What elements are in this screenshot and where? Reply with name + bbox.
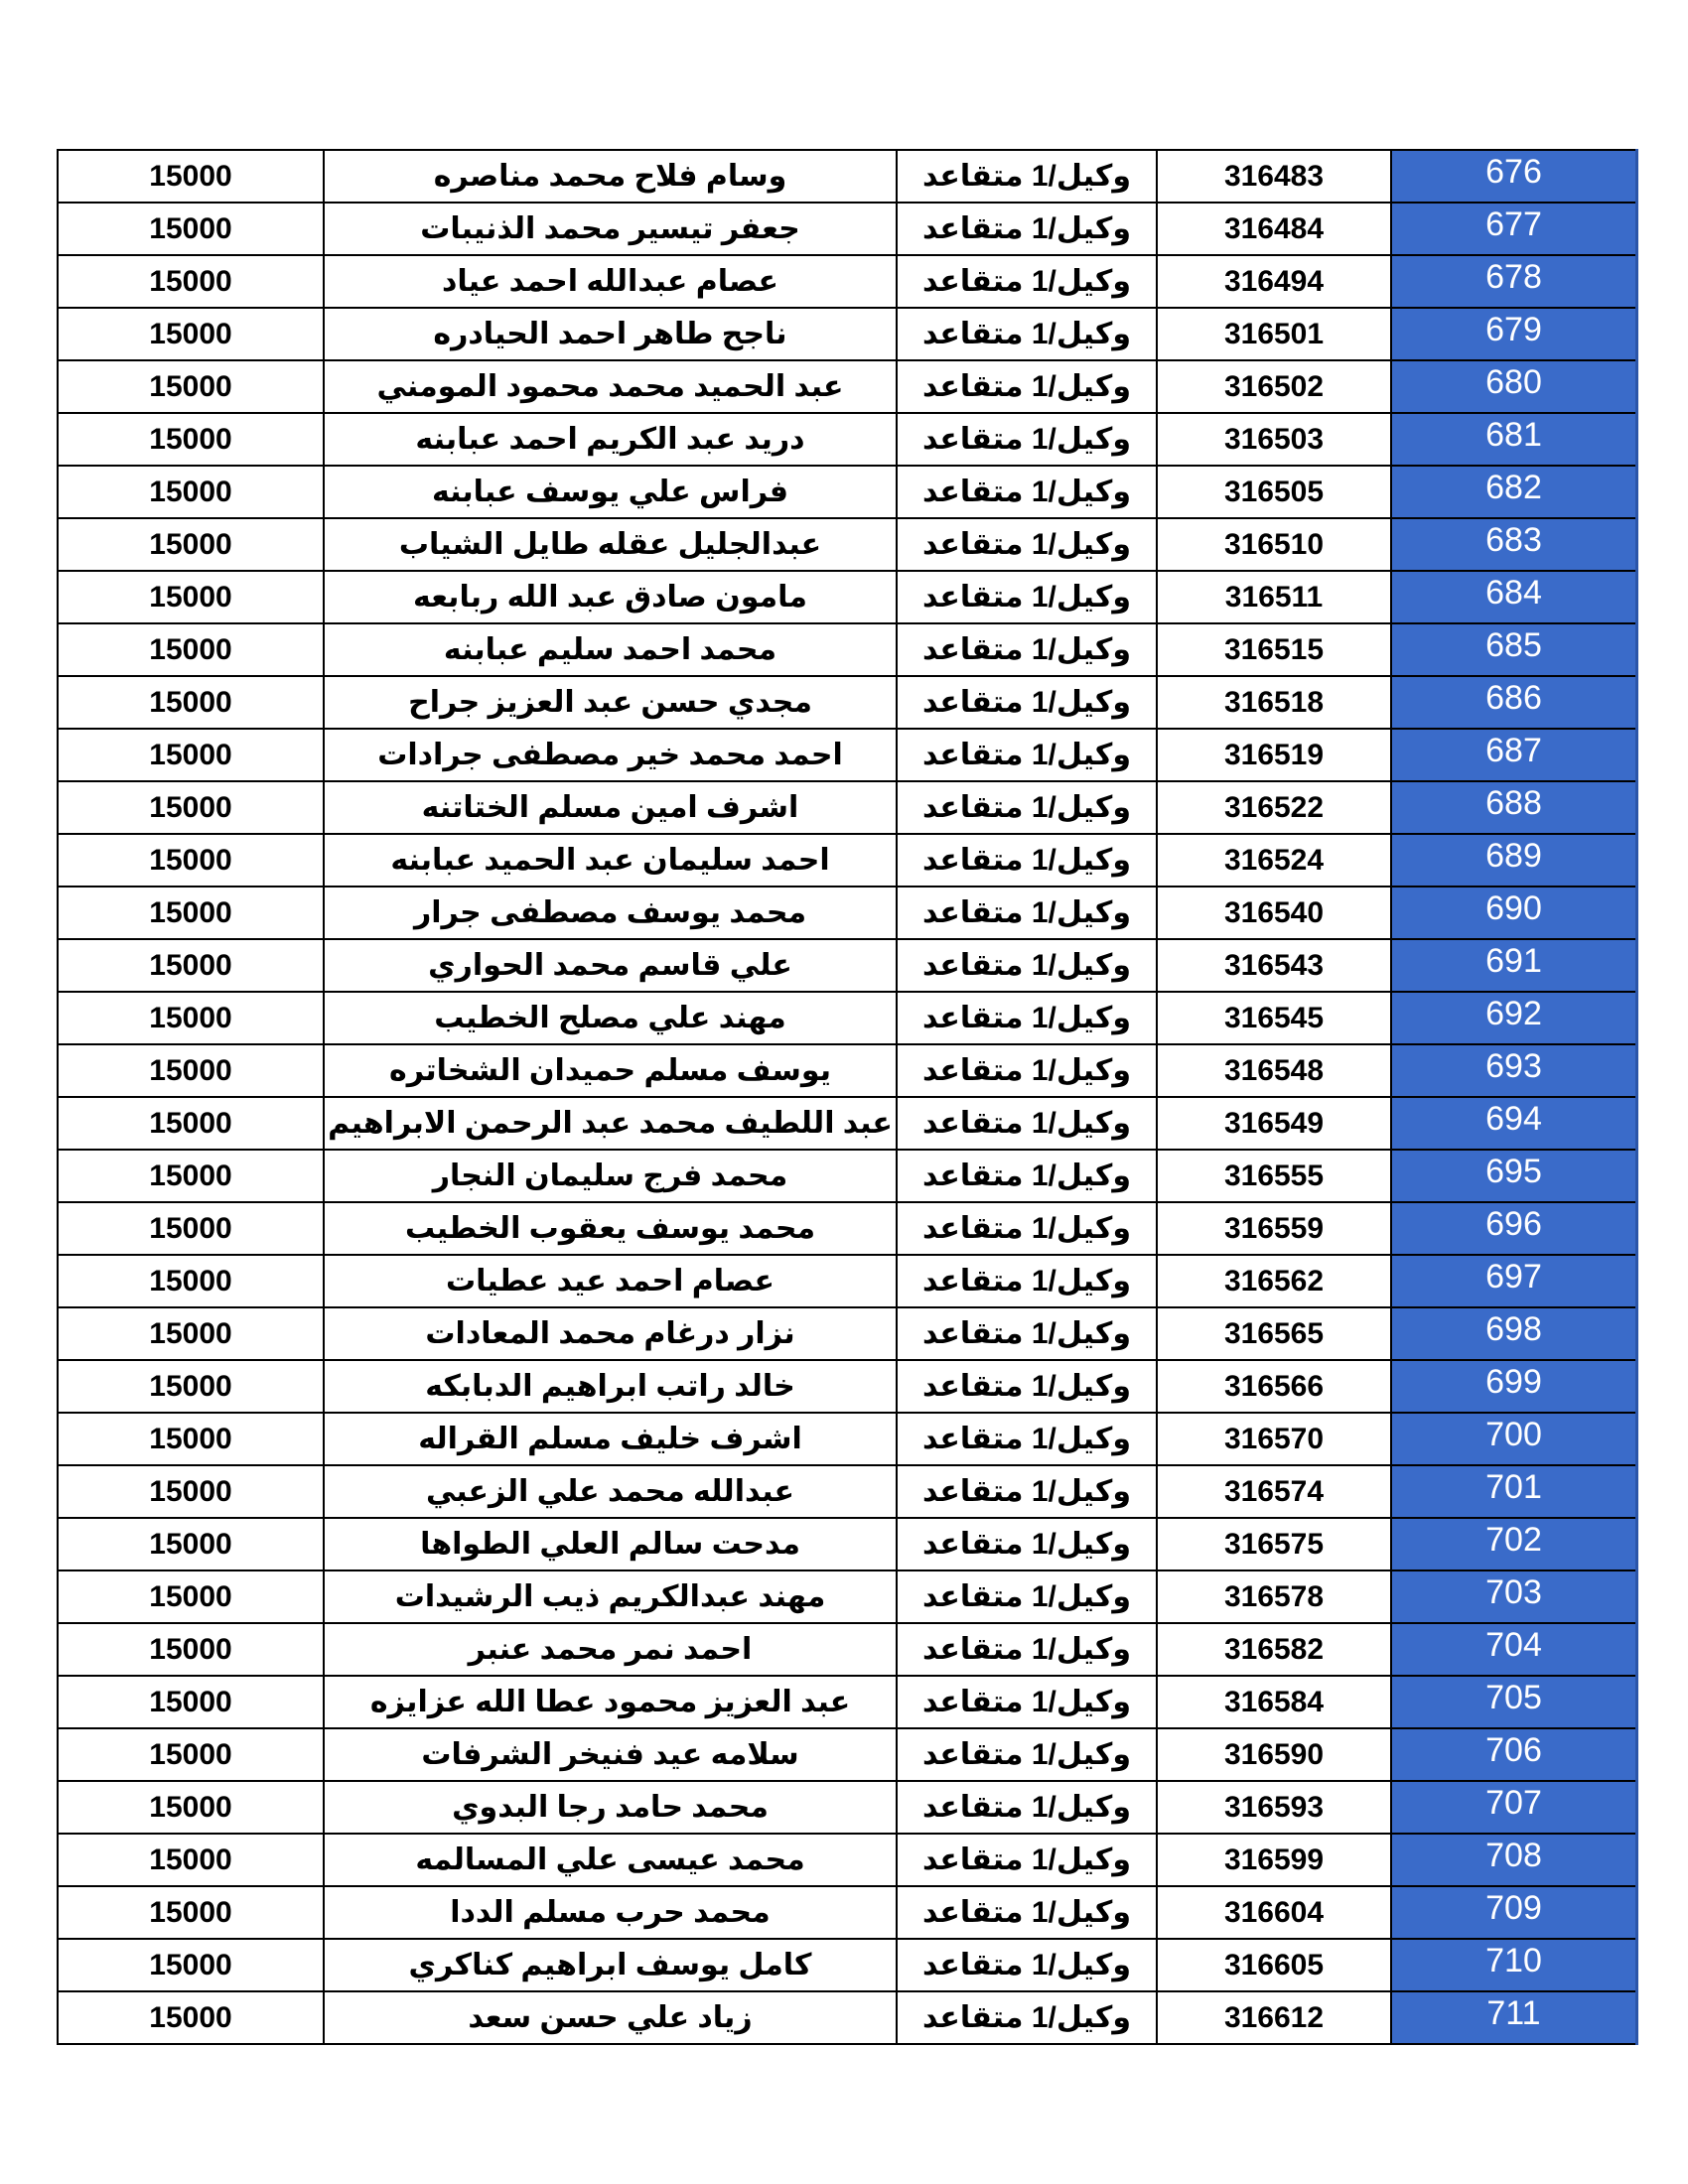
id-cell: 316582 — [1157, 1623, 1391, 1676]
rank-cell-text: وكيل/1 متقاعد — [922, 1633, 1131, 1666]
sequence-cell: 703 — [1391, 1570, 1637, 1623]
amount-cell: 15000 — [58, 676, 324, 729]
rank-cell-text: وكيل/1 متقاعد — [922, 633, 1131, 666]
name-cell-text: زياد علي حسن سعد — [468, 2001, 753, 2034]
name-cell — [324, 571, 897, 623]
id-cell: 316524 — [1157, 834, 1391, 887]
amount-cell: 15000 — [58, 413, 324, 466]
rank-cell-text: وكيل/1 متقاعد — [922, 1896, 1131, 1929]
rank-cell-text: وكيل/1 متقاعد — [922, 160, 1131, 193]
id-cell: 316584 — [1157, 1676, 1391, 1728]
amount-cell: 15000 — [58, 939, 324, 992]
rank-cell-text: وكيل/1 متقاعد — [922, 949, 1131, 982]
sequence-cell: 679 — [1391, 308, 1637, 360]
name-cell — [324, 781, 897, 834]
name-cell-text: مامون صادق عبد الله ربابعه — [413, 581, 807, 614]
id-cell: 316570 — [1157, 1413, 1391, 1465]
name-cell — [324, 992, 897, 1044]
name-cell-text: محمد عيسى علي المسالمه — [415, 1843, 805, 1876]
sequence-cell: 708 — [1391, 1834, 1637, 1886]
name-cell — [324, 1413, 897, 1465]
amount-cell: 15000 — [58, 1676, 324, 1728]
name-cell — [324, 308, 897, 360]
name-cell-text: اشرف خليف مسلم القراله — [418, 1423, 802, 1455]
amount-cell: 15000 — [58, 729, 324, 781]
sequence-cell: 698 — [1391, 1307, 1637, 1360]
name-cell — [324, 834, 897, 887]
table-row — [58, 1676, 1637, 1728]
document-page — [57, 149, 1629, 2045]
rank-cell — [897, 939, 1157, 992]
table-row — [58, 1097, 1637, 1150]
name-cell-text: مهند علي مصلح الخطيب — [434, 1002, 786, 1034]
name-cell — [324, 1307, 897, 1360]
id-cell: 316502 — [1157, 360, 1391, 413]
table-row — [58, 1413, 1637, 1465]
sequence-cell: 694 — [1391, 1097, 1637, 1150]
amount-cell: 15000 — [58, 1939, 324, 1991]
table-row — [58, 1886, 1637, 1939]
name-cell-text: عبد اللطيف محمد عبد الرحمن الابراهيم — [328, 1107, 893, 1140]
rank-cell-text: وكيل/1 متقاعد — [922, 318, 1131, 350]
rank-cell — [897, 1939, 1157, 1991]
rank-cell — [897, 255, 1157, 308]
rank-cell — [897, 1781, 1157, 1834]
rank-cell — [897, 1465, 1157, 1518]
rank-cell — [897, 1834, 1157, 1886]
table-row — [58, 834, 1637, 887]
amount-cell: 15000 — [58, 1886, 324, 1939]
amount-cell: 15000 — [58, 1307, 324, 1360]
rank-cell-text: وكيل/1 متقاعد — [922, 1160, 1131, 1192]
table-row — [58, 518, 1637, 571]
sequence-cell: 709 — [1391, 1886, 1637, 1939]
sequence-cell: 711 — [1391, 1991, 1637, 2044]
name-cell — [324, 1623, 897, 1676]
sequence-cell: 706 — [1391, 1728, 1637, 1781]
name-cell — [324, 1728, 897, 1781]
name-cell-text: عصام عبدالله احمد عياد — [441, 265, 779, 298]
rank-cell — [897, 1623, 1157, 1676]
table-row — [58, 1623, 1637, 1676]
name-cell-text: علي قاسم محمد الحواري — [428, 949, 792, 982]
name-cell — [324, 466, 897, 518]
name-cell — [324, 150, 897, 203]
rank-cell — [897, 466, 1157, 518]
name-cell — [324, 1360, 897, 1413]
rank-cell-text: وكيل/1 متقاعد — [922, 1265, 1131, 1297]
id-cell: 316515 — [1157, 623, 1391, 676]
table-row — [58, 781, 1637, 834]
amount-cell: 15000 — [58, 1202, 324, 1255]
table-row — [58, 676, 1637, 729]
sequence-cell: 707 — [1391, 1781, 1637, 1834]
amount-cell: 15000 — [58, 1044, 324, 1097]
rank-cell-text: وكيل/1 متقاعد — [922, 844, 1131, 877]
name-cell-text: عبدالله محمد علي الزعبي — [425, 1475, 795, 1508]
rank-cell-text: وكيل/1 متقاعد — [922, 476, 1131, 508]
rank-cell — [897, 1570, 1157, 1623]
sequence-cell: 687 — [1391, 729, 1637, 781]
rank-cell — [897, 1307, 1157, 1360]
id-cell: 316612 — [1157, 1991, 1391, 2044]
table-row — [58, 1781, 1637, 1834]
amount-cell: 15000 — [58, 992, 324, 1044]
sequence-cell: 704 — [1391, 1623, 1637, 1676]
sequence-cell: 683 — [1391, 518, 1637, 571]
id-cell: 316511 — [1157, 571, 1391, 623]
rank-cell-text: وكيل/1 متقاعد — [922, 1212, 1131, 1245]
rank-cell-text: وكيل/1 متقاعد — [922, 686, 1131, 719]
name-cell-text: محمد يوسف يعقوب الخطيب — [404, 1212, 816, 1245]
id-cell: 316518 — [1157, 676, 1391, 729]
id-cell: 316604 — [1157, 1886, 1391, 1939]
table-row — [58, 1939, 1637, 1991]
rank-cell-text: وكيل/1 متقاعد — [922, 1738, 1131, 1771]
table-row — [58, 466, 1637, 518]
table-row — [58, 1044, 1637, 1097]
rank-cell-text: وكيل/1 متقاعد — [922, 1423, 1131, 1455]
amount-cell: 15000 — [58, 308, 324, 360]
amount-cell: 15000 — [58, 1150, 324, 1202]
sequence-cell: 686 — [1391, 676, 1637, 729]
amount-cell: 15000 — [58, 887, 324, 939]
roster-table-body — [58, 150, 1637, 2044]
rank-cell-text: وكيل/1 متقاعد — [922, 1949, 1131, 1981]
sequence-cell: 710 — [1391, 1939, 1637, 1991]
name-cell-text: مجدي حسن عبد العزيز جراح — [408, 686, 812, 719]
name-cell-text: كامل يوسف ابراهيم كناكري — [408, 1949, 812, 1981]
table-row — [58, 939, 1637, 992]
rank-cell-text: وكيل/1 متقاعد — [922, 1317, 1131, 1350]
sequence-cell: 702 — [1391, 1518, 1637, 1570]
id-cell: 316549 — [1157, 1097, 1391, 1150]
rank-cell-text: وكيل/1 متقاعد — [922, 896, 1131, 929]
name-cell — [324, 676, 897, 729]
rank-cell-text: وكيل/1 متقاعد — [922, 2001, 1131, 2034]
rank-cell-text: وكيل/1 متقاعد — [922, 265, 1131, 298]
id-cell: 316540 — [1157, 887, 1391, 939]
name-cell — [324, 1834, 897, 1886]
name-cell — [324, 887, 897, 939]
sequence-cell: 676 — [1391, 150, 1637, 203]
id-cell: 316543 — [1157, 939, 1391, 992]
id-cell: 316484 — [1157, 203, 1391, 255]
id-cell: 316559 — [1157, 1202, 1391, 1255]
name-cell-text: عبد الحميد محمد محمود المومني — [376, 370, 844, 403]
sequence-cell: 677 — [1391, 203, 1637, 255]
sequence-cell: 678 — [1391, 255, 1637, 308]
id-cell: 316574 — [1157, 1465, 1391, 1518]
table-row — [58, 360, 1637, 413]
rank-cell — [897, 1202, 1157, 1255]
name-cell — [324, 518, 897, 571]
amount-cell: 15000 — [58, 623, 324, 676]
amount-cell: 15000 — [58, 1465, 324, 1518]
roster-table — [57, 149, 1638, 2045]
rank-cell-text: وكيل/1 متقاعد — [922, 1791, 1131, 1824]
rank-cell — [897, 834, 1157, 887]
name-cell-text: عبدالجليل عقله طايل الشياب — [398, 528, 822, 561]
id-cell: 316565 — [1157, 1307, 1391, 1360]
table-row — [58, 623, 1637, 676]
rank-cell-text: وكيل/1 متقاعد — [922, 370, 1131, 403]
amount-cell: 15000 — [58, 150, 324, 203]
sequence-cell: 680 — [1391, 360, 1637, 413]
sequence-cell: 693 — [1391, 1044, 1637, 1097]
amount-cell: 15000 — [58, 1623, 324, 1676]
rank-cell — [897, 1413, 1157, 1465]
name-cell — [324, 203, 897, 255]
rank-cell — [897, 887, 1157, 939]
rank-cell — [897, 203, 1157, 255]
name-cell-text: وسام فلاح محمد مناصره — [433, 160, 787, 193]
name-cell-text: عصام احمد عيد عطيات — [445, 1265, 775, 1297]
sequence-cell: 691 — [1391, 939, 1637, 992]
table-row — [58, 992, 1637, 1044]
name-cell-text: مدحت سالم العلي الطواها — [420, 1528, 800, 1561]
name-cell — [324, 1150, 897, 1202]
name-cell — [324, 623, 897, 676]
name-cell — [324, 1255, 897, 1307]
name-cell-text: اشرف امين مسلم الختاتنه — [421, 791, 799, 824]
amount-cell: 15000 — [58, 255, 324, 308]
name-cell — [324, 1202, 897, 1255]
id-cell: 316505 — [1157, 466, 1391, 518]
id-cell: 316545 — [1157, 992, 1391, 1044]
sequence-cell: 682 — [1391, 466, 1637, 518]
name-cell — [324, 939, 897, 992]
name-cell-text: محمد احمد سليم عبابنه — [443, 633, 777, 666]
amount-cell: 15000 — [58, 466, 324, 518]
name-cell — [324, 1886, 897, 1939]
rank-cell-text: وكيل/1 متقاعد — [922, 1843, 1131, 1876]
sequence-cell: 681 — [1391, 413, 1637, 466]
amount-cell: 15000 — [58, 1570, 324, 1623]
amount-cell: 15000 — [58, 781, 324, 834]
id-cell: 316578 — [1157, 1570, 1391, 1623]
name-cell-text: دريد عبد الكريم احمد عبابنه — [415, 423, 805, 456]
rank-cell — [897, 413, 1157, 466]
table-row — [58, 1360, 1637, 1413]
table-row — [58, 308, 1637, 360]
rank-cell-text: وكيل/1 متقاعد — [922, 1107, 1131, 1140]
rank-cell — [897, 360, 1157, 413]
id-cell: 316510 — [1157, 518, 1391, 571]
table-row — [58, 571, 1637, 623]
sequence-cell: 695 — [1391, 1150, 1637, 1202]
sequence-cell: 705 — [1391, 1676, 1637, 1728]
name-cell — [324, 1097, 897, 1150]
name-cell — [324, 1939, 897, 1991]
rank-cell-text: وكيل/1 متقاعد — [922, 1528, 1131, 1561]
name-cell-text: فراس علي يوسف عبابنه — [431, 476, 789, 508]
amount-cell: 15000 — [58, 834, 324, 887]
sequence-cell: 701 — [1391, 1465, 1637, 1518]
rank-cell — [897, 729, 1157, 781]
rank-cell — [897, 781, 1157, 834]
id-cell: 316483 — [1157, 150, 1391, 203]
id-cell: 316555 — [1157, 1150, 1391, 1202]
rank-cell — [897, 1728, 1157, 1781]
id-cell: 316566 — [1157, 1360, 1391, 1413]
table-row — [58, 1202, 1637, 1255]
table-row — [58, 1307, 1637, 1360]
table-row — [58, 1991, 1637, 2044]
rank-cell-text: وكيل/1 متقاعد — [922, 739, 1131, 771]
name-cell-text: جعفر تيسير محمد الذنيبات — [420, 212, 800, 245]
amount-cell: 15000 — [58, 1518, 324, 1570]
rank-cell — [897, 1676, 1157, 1728]
rank-cell — [897, 571, 1157, 623]
name-cell — [324, 729, 897, 781]
table-row — [58, 729, 1637, 781]
name-cell-text: احمد نمر محمد عنبر — [468, 1633, 753, 1666]
table-row — [58, 150, 1637, 203]
name-cell — [324, 360, 897, 413]
rank-cell — [897, 1044, 1157, 1097]
rank-cell-text: وكيل/1 متقاعد — [922, 1002, 1131, 1034]
id-cell: 316593 — [1157, 1781, 1391, 1834]
amount-cell: 15000 — [58, 1255, 324, 1307]
rank-cell-text: وكيل/1 متقاعد — [922, 423, 1131, 456]
rank-cell — [897, 150, 1157, 203]
name-cell-text: محمد فرج سليمان النجار — [432, 1160, 788, 1192]
name-cell-text: مهند عبدالكريم ذيب الرشيدات — [394, 1580, 826, 1613]
rank-cell — [897, 518, 1157, 571]
table-row — [58, 1570, 1637, 1623]
name-cell-text: سلامه عيد فنيخر الشرفات — [421, 1738, 799, 1771]
rank-cell — [897, 1097, 1157, 1150]
id-cell: 316599 — [1157, 1834, 1391, 1886]
table-row — [58, 1465, 1637, 1518]
rank-cell — [897, 308, 1157, 360]
name-cell — [324, 1570, 897, 1623]
amount-cell: 15000 — [58, 203, 324, 255]
amount-cell: 15000 — [58, 1834, 324, 1886]
amount-cell: 15000 — [58, 1413, 324, 1465]
amount-cell: 15000 — [58, 360, 324, 413]
name-cell — [324, 1044, 897, 1097]
name-cell-text: عبد العزيز محمود عطا الله عزايزه — [369, 1686, 851, 1718]
sequence-cell: 697 — [1391, 1255, 1637, 1307]
name-cell-text: نزار درغام محمد المعادات — [425, 1317, 795, 1350]
rank-cell — [897, 623, 1157, 676]
sequence-cell: 692 — [1391, 992, 1637, 1044]
rank-cell — [897, 1991, 1157, 2044]
rank-cell-text: وكيل/1 متقاعد — [922, 212, 1131, 245]
id-cell: 316503 — [1157, 413, 1391, 466]
amount-cell: 15000 — [58, 1360, 324, 1413]
sequence-cell: 700 — [1391, 1413, 1637, 1465]
table-row — [58, 1518, 1637, 1570]
id-cell: 316494 — [1157, 255, 1391, 308]
rank-cell — [897, 1360, 1157, 1413]
name-cell-text: محمد حرب مسلم الددا — [450, 1896, 771, 1929]
sequence-cell: 696 — [1391, 1202, 1637, 1255]
sequence-cell: 699 — [1391, 1360, 1637, 1413]
amount-cell: 15000 — [58, 1781, 324, 1834]
amount-cell: 15000 — [58, 1991, 324, 2044]
amount-cell: 15000 — [58, 1728, 324, 1781]
id-cell: 316501 — [1157, 308, 1391, 360]
id-cell: 316548 — [1157, 1044, 1391, 1097]
rank-cell-text: وكيل/1 متقاعد — [922, 528, 1131, 561]
id-cell: 316562 — [1157, 1255, 1391, 1307]
sequence-cell: 690 — [1391, 887, 1637, 939]
table-row — [58, 203, 1637, 255]
table-row — [58, 1150, 1637, 1202]
amount-cell: 15000 — [58, 571, 324, 623]
rank-cell — [897, 1255, 1157, 1307]
id-cell: 316522 — [1157, 781, 1391, 834]
amount-cell: 15000 — [58, 518, 324, 571]
sequence-cell: 685 — [1391, 623, 1637, 676]
name-cell-text: احمد سليمان عبد الحميد عبابنه — [390, 844, 830, 877]
rank-cell — [897, 1150, 1157, 1202]
amount-cell: 15000 — [58, 1097, 324, 1150]
table-row — [58, 1834, 1637, 1886]
name-cell — [324, 413, 897, 466]
rank-cell-text: وكيل/1 متقاعد — [922, 1054, 1131, 1087]
rank-cell-text: وكيل/1 متقاعد — [922, 1686, 1131, 1718]
table-row — [58, 1255, 1637, 1307]
table-row — [58, 413, 1637, 466]
name-cell-text: محمد يوسف مصطفى جرار — [413, 896, 807, 929]
rank-cell-text: وكيل/1 متقاعد — [922, 1475, 1131, 1508]
name-cell-text: يوسف مسلم حميدان الشخاتره — [389, 1054, 831, 1087]
name-cell — [324, 1465, 897, 1518]
name-cell-text: احمد محمد خير مصطفى جرادات — [377, 739, 843, 771]
table-row — [58, 887, 1637, 939]
name-cell-text: محمد حامد رجا البدوي — [452, 1791, 769, 1824]
rank-cell — [897, 1518, 1157, 1570]
rank-cell-text: وكيل/1 متقاعد — [922, 1370, 1131, 1403]
rank-cell — [897, 992, 1157, 1044]
name-cell — [324, 1991, 897, 2044]
id-cell: 316575 — [1157, 1518, 1391, 1570]
id-cell: 316605 — [1157, 1939, 1391, 1991]
name-cell — [324, 1518, 897, 1570]
table-row — [58, 1728, 1637, 1781]
table-row — [58, 255, 1637, 308]
rank-cell-text: وكيل/1 متقاعد — [922, 1580, 1131, 1613]
sequence-cell: 688 — [1391, 781, 1637, 834]
rank-cell — [897, 1886, 1157, 1939]
id-cell: 316590 — [1157, 1728, 1391, 1781]
name-cell — [324, 1781, 897, 1834]
name-cell-text: ناجح طاهر احمد الحيادره — [433, 318, 787, 350]
name-cell — [324, 255, 897, 308]
id-cell: 316519 — [1157, 729, 1391, 781]
name-cell — [324, 1676, 897, 1728]
rank-cell-text: وكيل/1 متقاعد — [922, 581, 1131, 614]
rank-cell-text: وكيل/1 متقاعد — [922, 791, 1131, 824]
sequence-cell: 689 — [1391, 834, 1637, 887]
sequence-cell: 684 — [1391, 571, 1637, 623]
name-cell-text: خالد راتب ابراهيم الدبابكه — [425, 1370, 795, 1403]
rank-cell — [897, 676, 1157, 729]
